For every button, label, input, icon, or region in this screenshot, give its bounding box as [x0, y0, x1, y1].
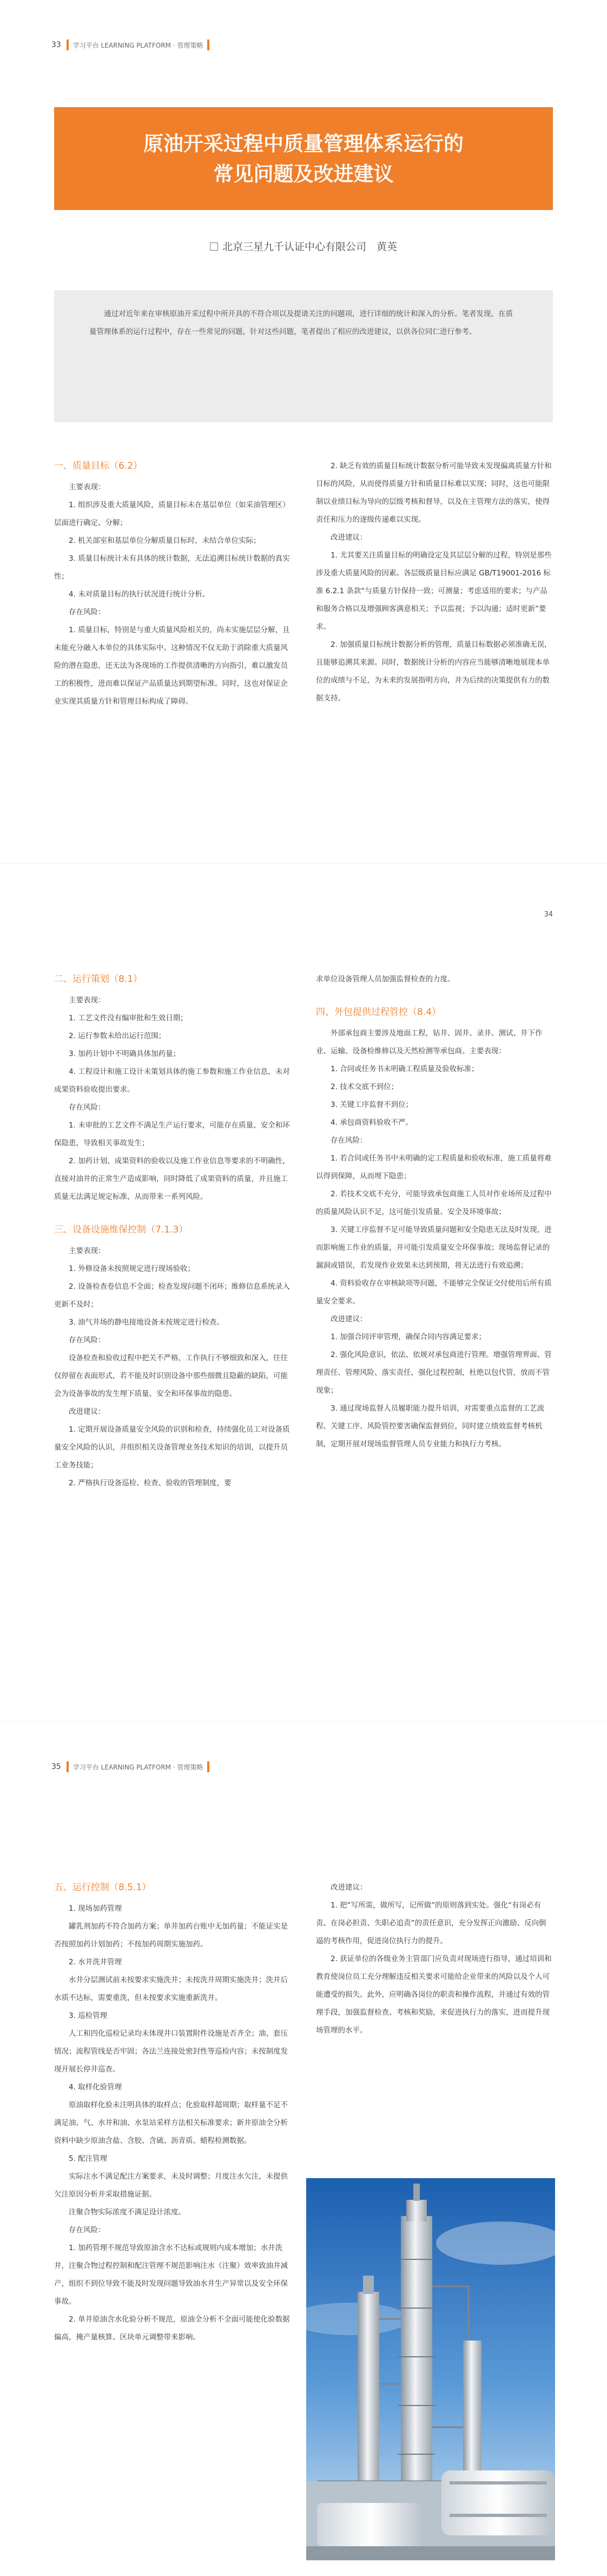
orange-marker-icon	[67, 40, 69, 50]
body-paragraph: 改进建议：	[69, 1407, 105, 1416]
column-right	[316, 457, 553, 707]
body-paragraph: 原油取样化验未注明具体的取样点；化验取样超周期；取样量不足不满足油、气、水井和油、水泵站采样方法相关标准要求；新井原油全分析资料中缺少原油含盐、含胶、含硫、沥青质、蜡程检测数据。	[54, 2101, 288, 2145]
orange-marker-icon	[67, 1761, 69, 1772]
body-paragraph: 存在风险：	[69, 1336, 105, 1345]
column-left	[54, 457, 291, 711]
page-33	[0, 0, 607, 863]
running-head-text: 学习平台 LEARNING PLATFORM · 管理策略	[72, 41, 203, 49]
body-paragraph: 4. 取样化验管理	[69, 2083, 122, 2092]
body-paragraph: 人工和四化巡检记录均未体现井口装置附件设施是否齐全；油、套压情况；流程管线是否牢固；各法兰连接处密封性等巡检内容；未按制度发现开展长停井巡查。	[54, 2029, 288, 2074]
body-paragraph: 实际注水不满足配注方案要求，未及时调整；月度注水欠注，未提供欠注原因分析并采取措施证据。	[54, 2172, 288, 2199]
body-paragraph: 改进建议：	[331, 533, 367, 542]
checkbox-square-icon	[210, 242, 218, 251]
body-paragraph: 3. 关键工序监督不到位；	[331, 1100, 413, 1109]
body-paragraph: 2. 加强质量目标统计数据分析的管理，质量目标数据必须准确无误，且能够追溯其来源。同时，数据统计分析的内容应当能够清晰地展现本单位的成绩与不足，为未来的发展指明方向，并为后续的决策提供有力的数据支持。	[316, 640, 552, 703]
body-paragraph: 改进建议：	[331, 1883, 367, 1892]
column-right	[316, 971, 553, 1453]
body-paragraph: 4. 未对质量目标的执行状况进行统计分析。	[69, 590, 210, 599]
body-paragraph: 主要表现：	[69, 1247, 105, 1255]
running-head	[51, 1758, 209, 1776]
body-paragraph: 存在风险：	[331, 1136, 367, 1145]
body-paragraph: 3. 关键工序监督不足可能导致质量问题和安全隐患无法及时发现，进而影响施工作业的质量，并可能引发质量安全环保事故；现场监督记录的漏洞或错误，若发现作业效果未达到预期，将无法进行有效追溯；	[316, 1225, 552, 1270]
body-paragraph: 水井分层测试前未按要求实施洗井；未按洗井周期实施洗井；洗井后水质不达标，需要重洗，但未按要求实施重新洗井。	[54, 1976, 288, 2002]
body-paragraph: 2. 强化风险意识，依法、依规对承包商进行管理。增强管理界面、管理责任、管理风险、落实责任，强化过程控制，杜绝以包代管，放而不管现象；	[316, 1351, 552, 1395]
body-paragraph: 2. 获证单位的各级业务主管部门应负责对现场进行指导，通过培训和教育使岗位员工充分理解违反相关要求可能给企业带来的风险以及个人可能遭受的损失。此外，应明确各岗位的职责和操作流程，并通过有效的管理手段，加强监督检查、考核和奖励，来促进执行力的落实，进而提升现场管理的水平。	[316, 1955, 552, 2035]
body-paragraph: 2. 运行参数未给出运行范围；	[69, 1032, 166, 1040]
page-number: 35	[51, 1762, 61, 1771]
body-paragraph: 1. 未审批的工艺文件不满足生产运行要求，可能存在质量、安全和环保隐患，导致相关事故发生；	[54, 1121, 290, 1148]
section-heading: 二、运行策划（8.1）	[54, 974, 143, 985]
body-paragraph: 1. 合同或任务书未明确工程质量及验收标准；	[331, 1065, 479, 1073]
body-paragraph: 求单位设备管理人员加强监督检查的力度。	[316, 975, 455, 984]
body-paragraph: 2. 水井洗井管理	[69, 1958, 122, 1967]
article-title-line-2: 常见问题及改进建议	[213, 162, 394, 186]
body-paragraph: 1. 现场加药管理	[69, 1904, 122, 1913]
body-paragraph: 2. 若技术交底不充分，可能导致承包商施工人员对作业场所及过程中的质量风险认识不足，这可能引发质量、安全及环境事故；	[316, 1190, 552, 1216]
section-heading: 三、设备设施维保控制（7.1.3）	[54, 1224, 188, 1235]
column-right	[316, 1879, 553, 2040]
body-paragraph: 3. 巡检管理	[69, 2011, 108, 2020]
byline	[0, 239, 607, 253]
running-head	[51, 36, 209, 54]
body-paragraph: 存在风险：	[69, 2226, 105, 2234]
body-paragraph: 3. 质量目标统计未有具体的统计数据，无法追溯目标统计数据的真实性；	[54, 554, 290, 581]
body-paragraph: 3. 油气井场的静电接地设备未按规定进行检查。	[69, 1318, 225, 1327]
body-paragraph: 1. 把“写所需，做所写，记所做”的原则落到实处。强化“有岗必有责、在岗必担责、失职必追责”的责任意识，充分发挥正向激励、反向倒逼的考核作用，促进岗位执行力的提升。	[316, 1901, 546, 1945]
orange-marker-icon	[207, 1761, 209, 1772]
body-paragraph: 4. 资料验收存在审核缺项等问题，不能够完全保证交付使用后所有质量安全要求。	[316, 1279, 552, 1306]
abstract-text: 通过对近年来在审核原油开采过程中所开具的不符合项以及提请关注的问题项，进行详细的统计和深入的分析。笔者发现，在质量管理体系的运行过程中，存在一些常见的问题，针对这些问题，笔者提出了相应的改进建议，以供各位同仁进行参考。	[89, 310, 513, 336]
body-paragraph: 4. 承包商资料验收不严。	[331, 1118, 413, 1127]
body-paragraph: 2. 机关部室和基层单位分解质量目标时，未结合单位实际；	[69, 536, 261, 545]
body-paragraph: 4. 工程设计和施工设计未策划具体的施工参数和施工作业信息，未对成果资料验收提出要求。	[54, 1067, 290, 1094]
body-paragraph: 改进建议：	[331, 1315, 367, 1323]
body-paragraph: 存在风险：	[69, 608, 105, 617]
body-paragraph: 主要表现：	[69, 996, 105, 1005]
page-number: 33	[51, 41, 61, 49]
body-paragraph: 2. 加药计划、成果资料的验收以及施工作业信息等要求的不明确性，直接对油井的正常生产造成影响，同时降低了成果资料的质量，并且施工质量无法满足规定标准，从而带来一系列风险。	[54, 1157, 290, 1201]
article-title-line-1: 原油开采过程中质量管理体系运行的	[143, 132, 464, 155]
body-paragraph: 主要表现：	[69, 483, 105, 491]
body-paragraph: 1. 定期开展设备质量安全风险的识别和检查，持续强化员工对设备质量安全风险的认识，并组织相关设备管理业务技术知识的培训，以提升员工业务技能；	[54, 1425, 290, 1470]
section-heading: 一、质量目标（6.2）	[54, 461, 143, 471]
body-paragraph: 存在风险：	[69, 1103, 105, 1112]
body-paragraph: 3. 通过现场监督人员履职能力提升培训，对需要重点监督的工艺流程、关键工序、风险管控要害确保监督到位，同时建立绩效监督考核机制，定期开展对现场监督管理人员专业能力和执行力考核。	[316, 1404, 545, 1448]
body-paragraph: 1. 加强合同评审管理，确保合同内容满足要求；	[331, 1333, 486, 1341]
body-paragraph: 注聚合物实际浓度不满足设计浓度。	[69, 2208, 186, 2217]
running-head-text: 学习平台 LEARNING PLATFORM · 管理策略	[72, 1763, 203, 1771]
body-paragraph: 1. 工艺文件没有编审批和生效日期；	[69, 1014, 188, 1022]
body-paragraph: 1. 尤其要关注质量目标的明确设定及其层层分解的过程，特别是那些涉及重大质量风险的因素。各层级质量目标应满足 GB/T19001-2016 标准 6.2.1 条款“与质量方针保持一致；可测量；考虑适用的要求；与产品和服务合格以及增强顾客满意相关；予以监视；予以沟通；适时更新”要求。	[316, 551, 552, 631]
section-heading: 五、运行控制（8.5.1）	[54, 1882, 151, 1893]
page-35	[0, 1721, 607, 2576]
body-paragraph: 2. 单井原油含水化验分析不规范，原油全分析不全面可能使化验数据偏高，掩产量核算、区块单元调整带来影响。	[54, 2315, 290, 2342]
abstract-box	[54, 290, 553, 422]
body-paragraph: 2. 严格执行设备巡检、检查、验收的管理制度，要	[69, 1479, 232, 1487]
orange-marker-icon	[207, 40, 209, 50]
body-paragraph: 2. 技术交底不到位；	[331, 1083, 399, 1091]
page-34	[0, 863, 607, 1721]
section-heading: 四、外包提供过程管控（8.4）	[316, 1007, 441, 1018]
refinery-tower-image	[306, 2178, 555, 2560]
body-paragraph: 1. 加药管理不规范导致原油含水不达标或规则内成本增加；水井洗井，注聚合物过程控制和配注管理不规范影响注水（注聚）效率致油井减产，组织不到位导致不能及时发现问题导致油水井生产异常以及安全环保事故。	[54, 2244, 288, 2306]
body-paragraph: 罐乳剂加药不符合加药方案；单井加药台账中无加药量；不能证实是否按照加药计划加药；不按加药周期实施加药。	[54, 1922, 288, 1949]
body-paragraph: 3. 加药计划中不明确具体加药量；	[69, 1050, 181, 1058]
body-paragraph: 2. 缺乏有效的质量目标统计数据分析可能导致未发现偏离质量方针和目标的风险，从而使得质量方针和质量目标难以实现；同时，这也可能限制以业绩目标为导向的层级考核和督导，以及在主管理方法的落实，使得责任和压力的逐级传递难以实现。	[316, 462, 552, 524]
body-paragraph: 2. 设备检查卷信息不全面；检查发现问题不闭环；维修信息系统录入更新不及时；	[54, 1282, 290, 1309]
refinery-photo	[306, 2178, 555, 2560]
body-paragraph: 1. 组织涉及重大质量风险，质量目标未在基层单位（如采油管理区）层面进行确定、分解；	[54, 501, 290, 527]
body-paragraph: 设备检查和验收过程中把关不严格，工作执行不够细致和深入，往往仅停留在表面形式，若不能及时识别设备中那些细微且隐蔽的缺陷，可能会为设备事故的发生埋下质量、安全和环保事故的隐患。	[54, 1354, 288, 1398]
column-left	[54, 1879, 291, 2346]
body-paragraph: 1. 外修设备未按照规定进行现场验收；	[69, 1264, 195, 1273]
column-left	[54, 971, 291, 1492]
body-paragraph: 1. 若合同或任务书中未明确的定工程质量和验收标准，施工质量将难以得到保障，从而埋下隐患；	[316, 1154, 552, 1181]
title-banner	[54, 107, 553, 210]
page-number: 34	[544, 910, 553, 919]
body-paragraph: 外部承包商主要涉及地面工程，钻井、固井、录井、测试、井下作业、运输、设备检维修以及天然检测等承包商。主要表现：	[316, 1029, 543, 1056]
body-paragraph: 1. 质量目标，特别是与重大质量风险相关的，尚未实施层层分解，且未能充分融入本单位的具体实际中。这种情况不仅无助于消除重大质量风险的潜在隐患，还无法为各现场的工作提供清晰的方向指引，难以激发员工的积极性，进而难以保证产品质量达到期望标准。同时，这也对保证企业实现其质量方针和管理目标构成了障碍。	[54, 626, 290, 706]
body-paragraph: 5. 配注管理	[69, 2154, 108, 2163]
byline-text: 北京三星九千认证中心有限公司 黄英	[222, 241, 397, 253]
